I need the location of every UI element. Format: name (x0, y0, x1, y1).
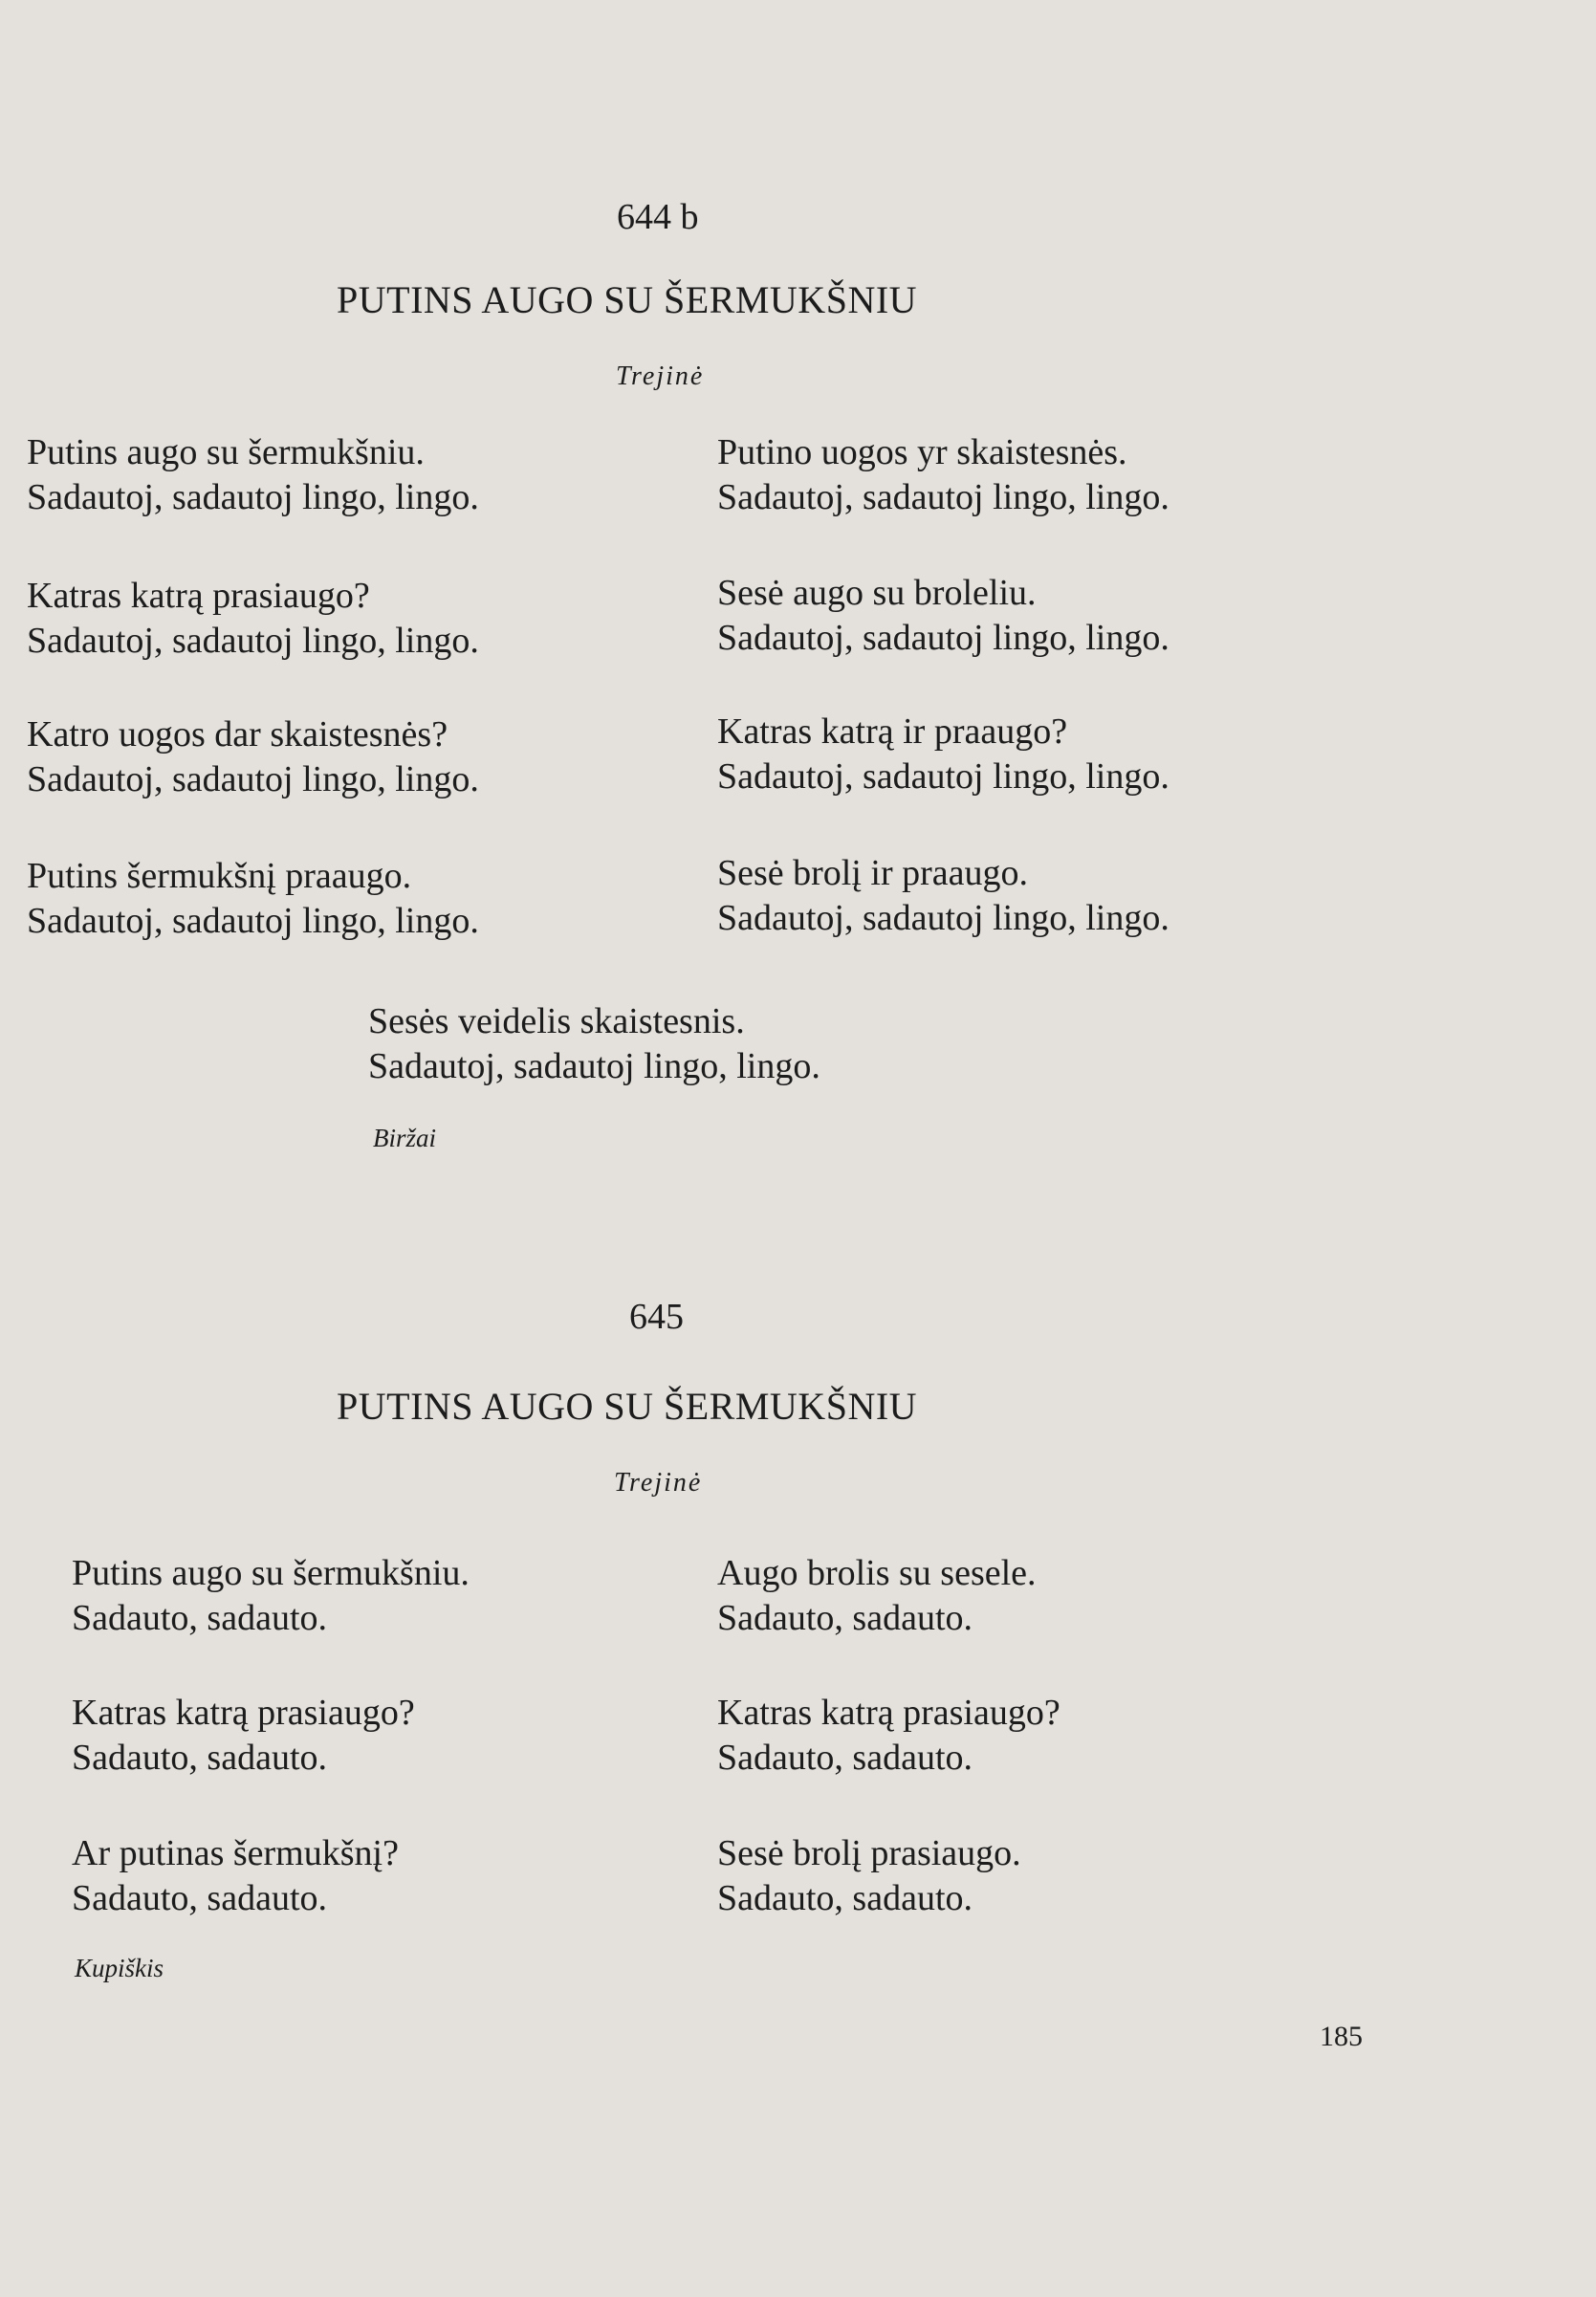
stanza (72, 1831, 399, 1921)
verse-line: Katro uogos dar skaistesnės? (27, 714, 448, 755)
verse-line: Katras katrą prasiaugo? (72, 1693, 415, 1733)
refrain-line: Sadautoj, sadautoj lingo, lingo. (27, 477, 479, 517)
stanza (717, 430, 1170, 520)
verse-line: Ar putinas šermukšnį? (72, 1833, 399, 1873)
refrain-line: Sadautoj, sadautoj lingo, lingo. (368, 1046, 820, 1086)
verse-line: Sesė brolį prasiaugo. (717, 1833, 1021, 1873)
refrain-line: Sadautoj, sadautoj lingo, lingo. (27, 901, 479, 941)
song-title: PUTINS AUGO SU ŠERMUKŠNIU (337, 278, 918, 321)
stanza (717, 571, 1170, 661)
verse-line: Sesė brolį ir praaugo. (717, 853, 1029, 893)
song-subtitle: Trejinė (616, 361, 705, 391)
stanza (27, 574, 479, 664)
verse-line: Augo brolis su sesele. (717, 1553, 1037, 1593)
stanza (27, 854, 479, 944)
song-subtitle: Trejinė (614, 1468, 703, 1498)
verse-line: Katras katrą prasiaugo? (717, 1693, 1060, 1733)
stanza (717, 1551, 1037, 1641)
verse-line: Sesė augo su broleliu. (717, 573, 1037, 613)
place-name: Kupiškis (75, 1954, 164, 1982)
final-stanza (368, 999, 820, 1089)
refrain-line: Sadauto, sadauto. (717, 1878, 973, 1918)
refrain-line: Sadauto, sadauto. (72, 1598, 328, 1638)
refrain-line: Sadautoj, sadautoj lingo, lingo. (717, 756, 1170, 797)
refrain-line: Sadautoj, sadautoj lingo, lingo. (717, 477, 1170, 517)
stanza (72, 1551, 470, 1641)
refrain-line: Sadauto, sadauto. (717, 1738, 973, 1778)
verse-line: Putins augo su šermukšniu. (72, 1553, 470, 1593)
page-number: 185 (1320, 2021, 1363, 2052)
stanza (27, 430, 479, 520)
stanza (27, 712, 479, 802)
song-number: 645 (629, 1297, 684, 1337)
song-number: 644 b (617, 197, 699, 237)
stanza (717, 1831, 1021, 1921)
verse-line: Sesės veidelis skaistesnis. (368, 1001, 745, 1041)
refrain-line: Sadauto, sadauto. (72, 1738, 328, 1778)
stanza (717, 710, 1170, 799)
stanza (717, 851, 1170, 941)
verse-line: Katras katrą ir praaugo? (717, 711, 1068, 752)
refrain-line: Sadautoj, sadautoj lingo, lingo. (717, 898, 1170, 938)
verse-line: Putins augo su šermukšniu. (27, 432, 425, 472)
verse-line: Putins šermukšnį praaugo. (27, 856, 412, 896)
refrain-line: Sadautoj, sadautoj lingo, lingo. (27, 621, 479, 661)
stanza (72, 1691, 415, 1781)
refrain-line: Sadautoj, sadautoj lingo, lingo. (717, 618, 1170, 658)
stanza (717, 1691, 1060, 1781)
verse-line: Katras katrą prasiaugo? (27, 576, 370, 616)
song-title: PUTINS AUGO SU ŠERMUKŠNIU (337, 1385, 918, 1428)
refrain-line: Sadauto, sadauto. (717, 1598, 973, 1638)
verse-line: Putino uogos yr skaistesnės. (717, 432, 1127, 472)
refrain-line: Sadautoj, sadautoj lingo, lingo. (27, 759, 479, 799)
refrain-line: Sadauto, sadauto. (72, 1878, 328, 1918)
place-name: Biržai (373, 1124, 437, 1152)
